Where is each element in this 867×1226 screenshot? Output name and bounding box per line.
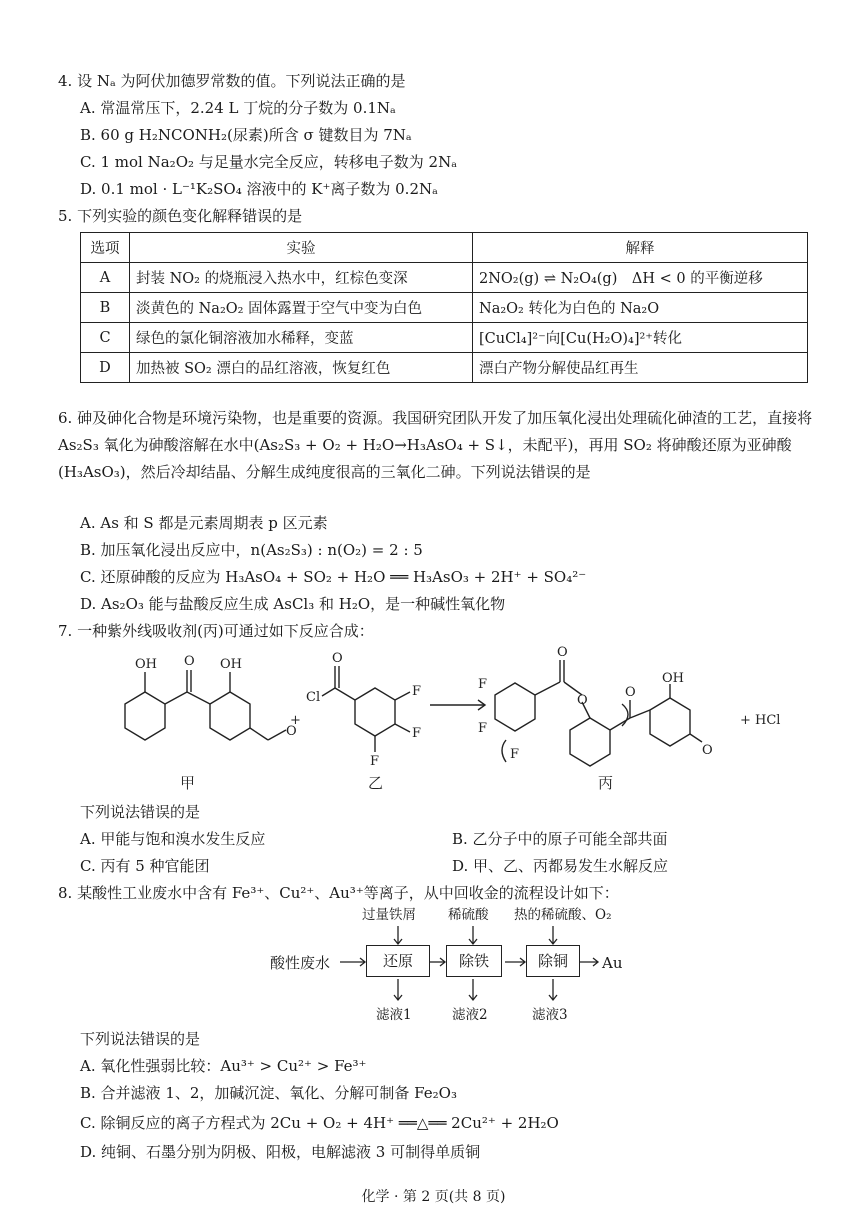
filtrate-label: 滤液1: [376, 1007, 412, 1023]
q6-option-a: A. As 和 S 都是元素周期表 p 区元素: [80, 514, 328, 532]
oh-label: OH: [135, 657, 157, 672]
q8-option-a: A. 氧化性强弱比较：Au³⁺ > Cu²⁺ > Fe³⁺: [80, 1057, 367, 1075]
o-label: O: [557, 645, 568, 660]
hcl-label: + HCl: [740, 713, 781, 728]
reaction-scheme: [90, 640, 810, 800]
q6-stem: 6. 砷及砷化合物是环境污染物，也是重要的资源。我国研究团队开发了加压氧化浸出处理硫化砷渣的工艺，直接将 As₂S₃ 氧化为砷酸溶解在水中(As₂S₃ + O₂ + H₂O→H₃AsO₄ + S↓，未配平)，再用 SO₂ 将砷酸还原为亚砷酸(H₃AsO₃)，然后冷却结晶、分解生成纯度很高的三氧化二砷。下列说法错误的是: [58, 409, 813, 481]
o-label: O: [577, 693, 588, 708]
flow-input: 酸性废水: [270, 954, 331, 972]
q8-ask: 下列说法错误的是: [80, 1030, 201, 1048]
q7-stem: 7. 一种紫外线吸收剂(丙)可通过如下反应合成：: [58, 622, 374, 640]
q6-option-b: B. 加压氧化浸出反应中，n(As₂S₃) : n(O₂) = 2 : 5: [80, 541, 423, 559]
q8-option-d: D. 纯铜、石墨分别为阴极、阳极，电解滤液 3 可制得单质铜: [80, 1143, 481, 1161]
table-header: 实验: [130, 233, 473, 263]
f-label: F: [478, 721, 488, 736]
f-label: F: [510, 747, 520, 762]
q8-stem: 8. 某酸性工业废水中含有 Fe³⁺、Cu²⁺、Au³⁺等离子，从中回收金的流程设计如下：: [58, 884, 619, 902]
f-label: F: [412, 684, 422, 699]
q4-option-d: D. 0.1 mol · L⁻¹K₂SO₄ 溶液中的 K⁺离子数为 0.2Nₐ: [80, 180, 438, 198]
page-footer: 化学 · 第 2 页(共 8 页): [361, 1189, 506, 1205]
flow-step-remove-iron: 除铁: [446, 945, 502, 977]
table-cell: Na₂O₂ 转化为白色的 Na₂O: [473, 293, 808, 323]
table-cell: 封装 NO₂ 的烧瓶浸入热水中，红棕色变深: [130, 263, 473, 293]
o-label: O: [286, 724, 297, 739]
o-label: O: [702, 743, 713, 758]
q8-option-c: C. 除铜反应的离子方程式为 2Cu + O₂ + 4H⁺ ══△══ 2Cu²⁺ + 2H₂O: [80, 1114, 559, 1132]
flow-output: Au: [602, 954, 623, 972]
q7-option-a: A. 甲能与饱和溴水发生反应: [80, 830, 266, 848]
q7-option-d: D. 甲、乙、丙都易发生水解反应: [452, 857, 669, 875]
table-row: [81, 353, 808, 383]
o-label: O: [332, 651, 343, 666]
q4-stem: 4. 设 Nₐ 为阿伏加德罗常数的值。下列说法正确的是: [58, 72, 406, 90]
table-cell: 淡黄色的 Na₂O₂ 固体露置于空气中变为白色: [130, 293, 473, 323]
oh-label: OH: [662, 671, 684, 686]
q5-table: [80, 232, 808, 383]
o-label: O: [184, 654, 195, 669]
f-label: F: [412, 726, 422, 741]
q8-option-b: B. 合并滤液 1、2，加碱沉淀、氧化、分解可制备 Fe₂O₃: [80, 1084, 457, 1102]
table-header: 选项: [81, 233, 130, 263]
table-cell: A: [81, 263, 130, 293]
reagent-label: 过量铁屑: [362, 907, 416, 923]
f-label: F: [478, 677, 488, 692]
bing-ring-1: [495, 683, 535, 731]
bing-ring-2: [570, 718, 610, 766]
table-header-row: [81, 233, 808, 263]
reagent-label: 热的稀硫酸、O₂: [514, 907, 612, 923]
table-cell: B: [81, 293, 130, 323]
table-row: [81, 263, 808, 293]
plus-sign: +: [290, 713, 301, 728]
cl-label: Cl: [306, 690, 321, 705]
table-row: [81, 323, 808, 353]
jia-label: 甲: [180, 774, 196, 792]
table-cell: 加热被 SO₂ 漂白的品红溶液，恢复红色: [130, 353, 473, 383]
yi-label: 乙: [368, 774, 384, 792]
table-cell: 漂白产物分解使品红再生: [473, 353, 808, 383]
q7-option-c: C. 丙有 5 种官能团: [80, 857, 210, 875]
jia-ring-right: [210, 692, 250, 740]
q4-option-b: B. 60 g H₂NCONH₂(尿素)所含 σ 键数目为 7Nₐ: [80, 126, 412, 144]
table-cell: C: [81, 323, 130, 353]
q6-option-d: D. As₂O₃ 能与盐酸反应生成 AsCl₃ 和 H₂O，是一种碱性氧化物: [80, 595, 506, 613]
o-label: O: [625, 685, 636, 700]
reagent-label: 稀硫酸: [448, 907, 489, 923]
bing-ring-3: [650, 698, 690, 746]
table-cell: D: [81, 353, 130, 383]
flow-step-reduce: 还原: [366, 945, 430, 977]
q4-option-c: C. 1 mol Na₂O₂ 与足量水完全反应，转移电子数为 2Nₐ: [80, 153, 457, 171]
bing-label: 丙: [598, 774, 614, 792]
filtrate-label: 滤液2: [452, 1007, 488, 1023]
flow-step-remove-copper: 除铜: [526, 945, 580, 977]
f-label: F: [370, 754, 380, 769]
jia-ring-left: [125, 692, 165, 740]
yi-ring: [355, 688, 395, 736]
filtrate-label: 滤液3: [532, 1007, 568, 1023]
table-cell: [CuCl₄]²⁻向[Cu(H₂O)₄]²⁺转化: [473, 323, 808, 353]
table-header: 解释: [473, 233, 808, 263]
q7-ask: 下列说法错误的是: [80, 803, 201, 821]
q4-option-a: A. 常温常压下，2.24 L 丁烷的分子数为 0.1Nₐ: [80, 99, 396, 117]
q7-option-b: B. 乙分子中的原子可能全部共面: [452, 830, 668, 848]
q5-stem: 5. 下列实验的颜色变化解释错误的是: [58, 207, 303, 225]
oh-label: OH: [220, 657, 242, 672]
q6-option-c: C. 还原砷酸的反应为 H₃AsO₄ + SO₂ + H₂O ══ H₃AsO₃ + 2H⁺ + SO₄²⁻: [80, 568, 587, 586]
table-cell: 2NO₂(g) ⇌ N₂O₄(g) ΔH < 0 的平衡逆移: [473, 263, 808, 293]
table-row: [81, 293, 808, 323]
table-cell: 绿色的氯化铜溶液加水稀释，变蓝: [130, 323, 473, 353]
